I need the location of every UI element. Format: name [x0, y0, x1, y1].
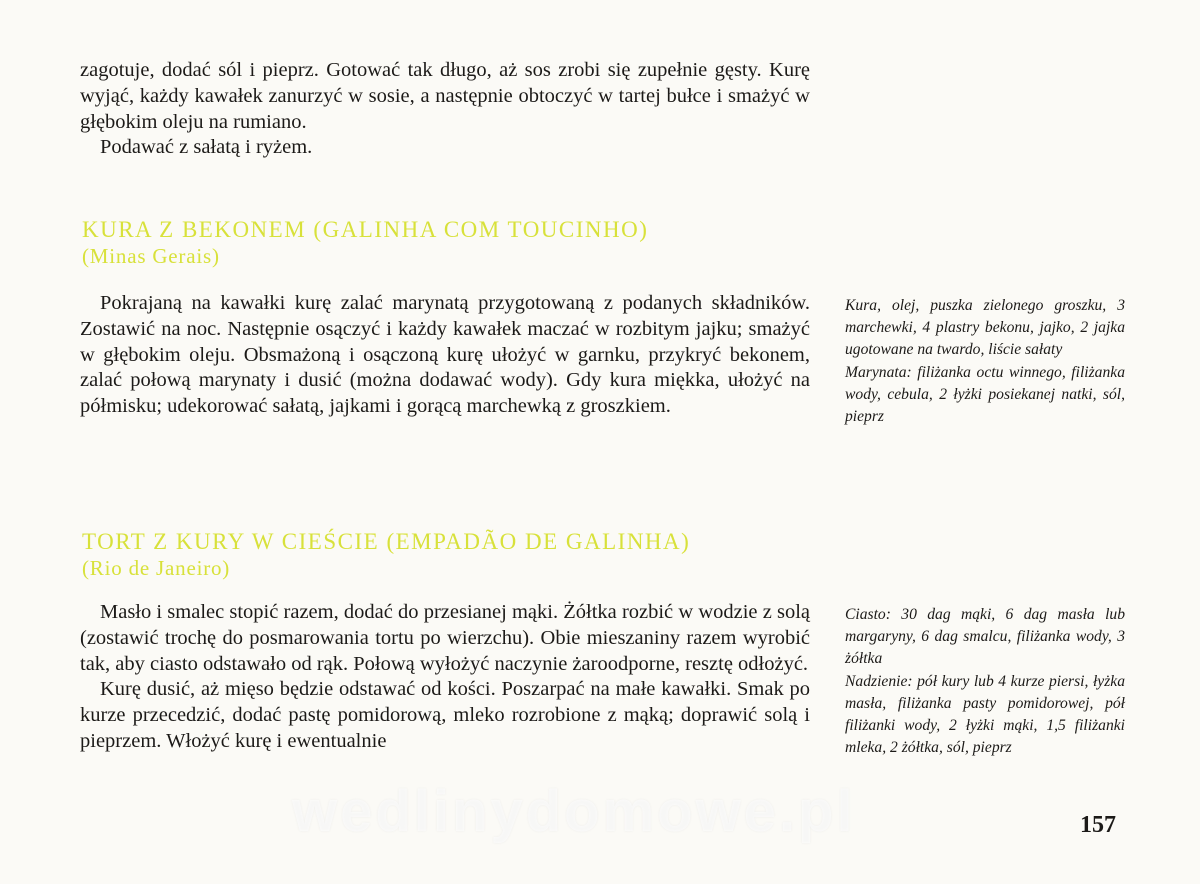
- recipe-2-filling: Nadzienie: pół kury lub 4 kurze piersi, łyżka masła, filiżanka pasty pomidorowej, pół filiżanki wody, 2 łyżki mąki, 1,5 filiżanki mleka, 2 żółtka, sól, pieprz: [845, 672, 1125, 757]
- intro-paragraph: zagotuje, dodać sól i pieprz. Gotować tak długo, aż sos zrobi się zupełnie gęsty. Kurę wyjąć, każdy kawałek zanurzyć w sosie, a następnie obtoczyć w tartej bułce i smażyć w głębokim oleju na rumiano.: [80, 59, 810, 133]
- recipe-1-marinade: Marynata: filiżanka octu winnego, filiżanka wody, cebula, 2 łyżki posiekanej natki, sól, pieprz: [845, 363, 1125, 426]
- intro-text-block: [80, 58, 810, 161]
- recipe-1-ingredients: [845, 295, 1125, 428]
- recipe-1-title: KURA Z BEKONEM (GALINHA COM TOUCINHO): [82, 217, 649, 242]
- recipe-2-paragraph-2: Kurę dusić, aż mięso będzie odstawać od kości. Poszarpać na małe kawałki. Smak po kurze przecedzić, dodać pastę pomidorową, mleko rozrobione z mąką; doprawić solą i pieprzem. Włożyć kurę i ewentualnie: [80, 678, 810, 752]
- recipe-1-heading: [82, 216, 842, 270]
- recipe-1-ingredients-main: Kura, olej, puszka zielonego groszku, 3 marchewki, 4 plastry bekonu, jajko, 2 jajka ugotowane na twardo, liście sałaty: [845, 297, 1125, 359]
- recipe-1-paragraph: Pokrajaną na kawałki kurę zalać marynatą przygotowaną z podanych składników. Zostawić na noc. Następnie osączyć i każdy kawałek maczać w rozbitym jajku; smażyć w głębokim oleju. Obsmażoną i osączoną kurę ułożyć w garnku, przykryć bekonem, zalać połową marynaty i dusić (można dodawać wody). Gdy kura miękka, ułożyć na półmisku; udekorować sałatą, jajkami i gorącą marchewką z groszkiem.: [80, 292, 810, 418]
- recipe-2-paragraph-1: Masło i smalec stopić razem, dodać do przesianej mąki. Żółtka rozbić w wodzie z solą (zostawić trochę do posmarowania tortu po wierzchu). Obie mieszaniny razem wyrobić tak, aby ciasto odstawało od rąk. Połową wyłożyć naczynie żaroodporne, resztę odłożyć.: [80, 601, 810, 675]
- recipe-2-title: TORT Z KURY W CIEŚCIE (EMPADÃO DE GALINHA): [82, 529, 691, 554]
- recipe-2-ingredients: [845, 604, 1125, 759]
- serving-note: Podawać z sałatą i ryżem.: [100, 136, 313, 159]
- recipe-2-instructions: [80, 600, 810, 755]
- recipe-1-instructions: [80, 291, 810, 420]
- watermark: wedlinydomowe.pl: [292, 779, 856, 844]
- page-number: 157: [1080, 812, 1116, 838]
- recipe-2-dough: Ciasto: 30 dag mąki, 6 dag masła lub margaryny, 6 dag smalcu, filiżanka wody, 3 żółtka: [845, 606, 1125, 668]
- recipe-2-region: (Rio de Janeiro): [82, 556, 231, 580]
- recipe-1-region: (Minas Gerais): [82, 244, 220, 268]
- recipe-2-heading: [82, 528, 842, 582]
